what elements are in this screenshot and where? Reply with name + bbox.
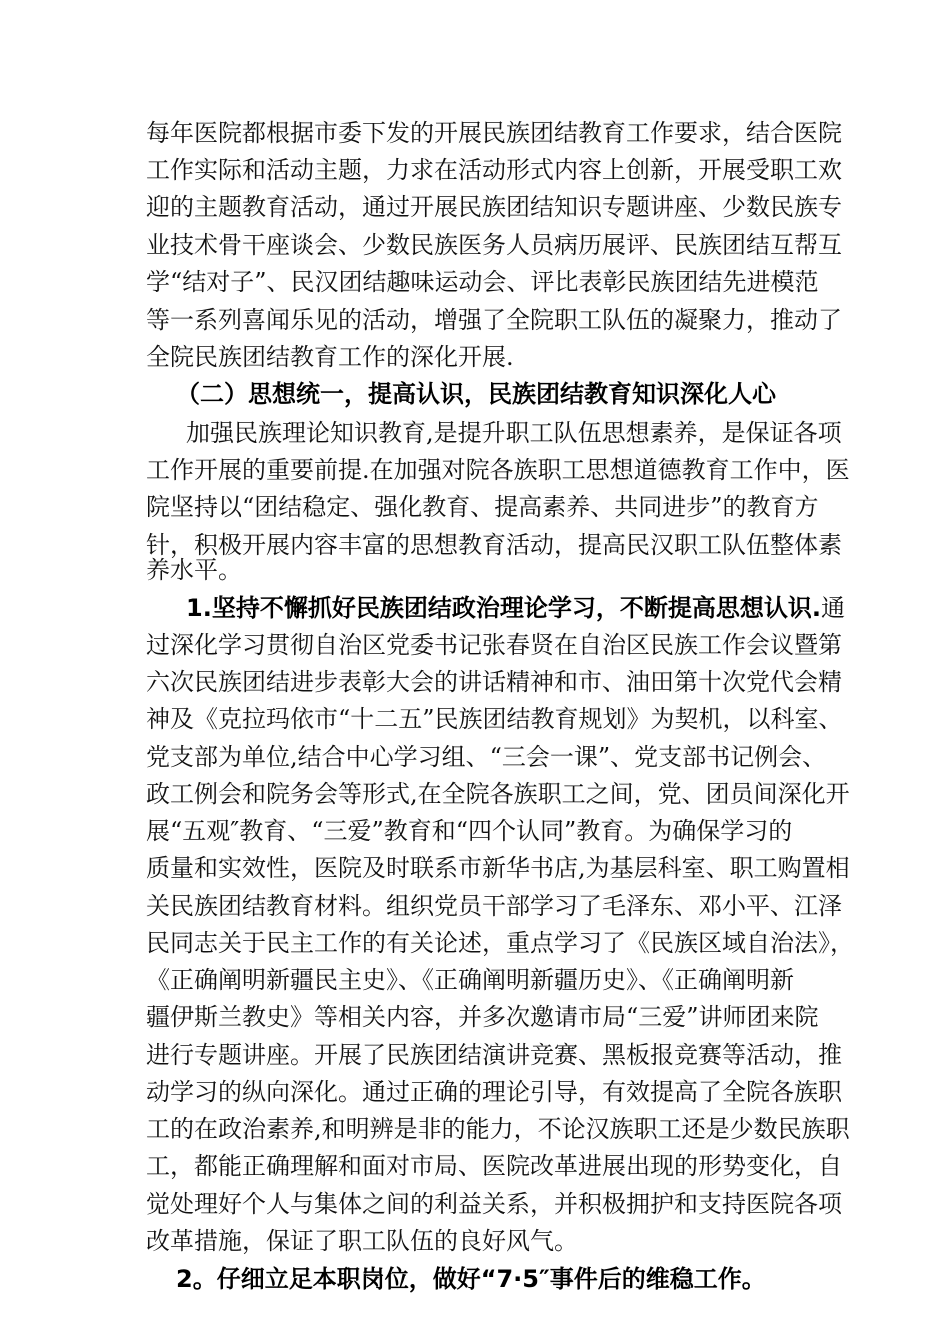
paragraph-3-line-13: 进行专题讲座。开展了民族团结演讲竞赛、黑板报竞赛等活动，推 bbox=[146, 1041, 842, 1069]
paragraph-1-line-4: 业技术骨干座谈会、少数民族医务人员病历展评、民族团结互帮互 bbox=[146, 231, 842, 259]
paragraph-2-line-2: 工作开展的重要前提.在加强对院各族职工思想道德教育工作中，医 bbox=[146, 456, 850, 484]
paragraph-3-line-9: 关民族团结教育材料。组织党员干部学习了毛泽东、邓小平、江泽 bbox=[146, 892, 842, 920]
paragraph-3-line-4: 神及《克拉玛依市“十二五”民族团结教育规划》为契机，以科室、 bbox=[146, 705, 843, 733]
paragraph-3-line-6: 政工例会和院务会等形式,在全院各族职工之间，党、团员间深化开 bbox=[146, 780, 850, 808]
section-heading-2-item-2: 2。仔细立足本职岗位，做好“7·5″事件后的维稳工作。 bbox=[176, 1265, 766, 1293]
paragraph-1-line-5: 学“结对子”、民汉团结趣味运动会、评比表彰民族团结先进模范 bbox=[146, 268, 819, 296]
paragraph-3-line-7: 展“五观″教育、“三爱”教育和“四个认同”教育。为确保学习的 bbox=[146, 817, 793, 845]
paragraph-3-line-16: 工，都能正确理解和面对市局、医院改革进展出现的形势变化，自 bbox=[146, 1152, 842, 1180]
paragraph-3-lead-rest: 通 bbox=[820, 594, 845, 622]
paragraph-1-line-1: 每年医院都根据市委下发的开展民族团结教育工作要求，结合医院 bbox=[146, 119, 842, 147]
paragraph-3-line-12: 疆伊斯兰教史》等相关内容，并多次邀请市局“三爱”讲师团来院 bbox=[146, 1003, 819, 1031]
paragraph-3-line-15: 工的在政治素养,和明辨是非的能力，不论汉族职工还是少数民族职 bbox=[146, 1115, 850, 1143]
paragraph-1-line-7: 全院民族团结教育工作的深化开展. bbox=[146, 343, 514, 371]
paragraph-3-line-2: 过深化学习贯彻自治区党委书记张春贤在自治区民族工作会议暨第 bbox=[146, 631, 842, 659]
paragraph-3-lead-bold: 1.坚持不懈抓好民族团结政治理论学习，不断提高思想认识. bbox=[186, 594, 821, 622]
paragraph-2-line-3: 院坚持以“团结稳定、强化教育、提高素养、共同进步”的教育方 bbox=[146, 493, 819, 521]
paragraph-3-line-18: 改革措施，保证了职工队伍的良好风气。 bbox=[146, 1227, 578, 1255]
paragraph-3-line-11: 《正确阐明新疆民主史》、《正确阐明新疆历史》、《正确阐明新 bbox=[146, 966, 794, 994]
paragraph-3-line-8: 质量和实效性，医院及时联系市新华书店,为基层科室、职工购置相 bbox=[146, 854, 850, 882]
paragraph-1-line-6: 等一系列喜闻乐见的活动，增强了全院职工队伍的凝聚力，推动了 bbox=[146, 306, 842, 334]
paragraph-1-line-2: 工作实际和活动主题，力求在活动形式内容上创新，开展受职工欢 bbox=[146, 156, 842, 184]
paragraph-3-line-1 bbox=[186, 593, 845, 623]
paragraph-3-line-17: 觉处理好个人与集体之间的利益关系，并积极拥护和支持医院各项 bbox=[146, 1190, 842, 1218]
paragraph-3-line-10: 民同志关于民主工作的有关论述，重点学习了《民族区域自治法》， bbox=[146, 929, 854, 957]
paragraph-1-line-3: 迎的主题教育活动，通过开展民族团结知识专题讲座、少数民族专 bbox=[146, 193, 842, 221]
section-heading-2: （二）思想统一，提高认识，民族团结教育知识深化人心 bbox=[176, 380, 776, 408]
paragraph-2-line-4: 针，积极开展内容丰富的思想教育活动，提高民汉职工队伍整体素 bbox=[146, 531, 842, 559]
paragraph-3-line-14: 动学习的纵向深化。通过正确的理论引导，有效提高了全院各族职 bbox=[146, 1078, 842, 1106]
paragraph-3-line-5: 党支部为单位,结合中心学习组、“三会一课”、党支部书记例会、 bbox=[146, 743, 827, 771]
paragraph-2-line-1: 加强民族理论知识教育,是提升职工队伍思想素养，是保证各项 bbox=[186, 419, 842, 447]
paragraph-3-line-3: 六次民族团结进步表彰大会的讲话精神和市、油田第十次党代会精 bbox=[146, 668, 842, 696]
paragraph-2-line-5: 养水平。 bbox=[146, 556, 242, 584]
